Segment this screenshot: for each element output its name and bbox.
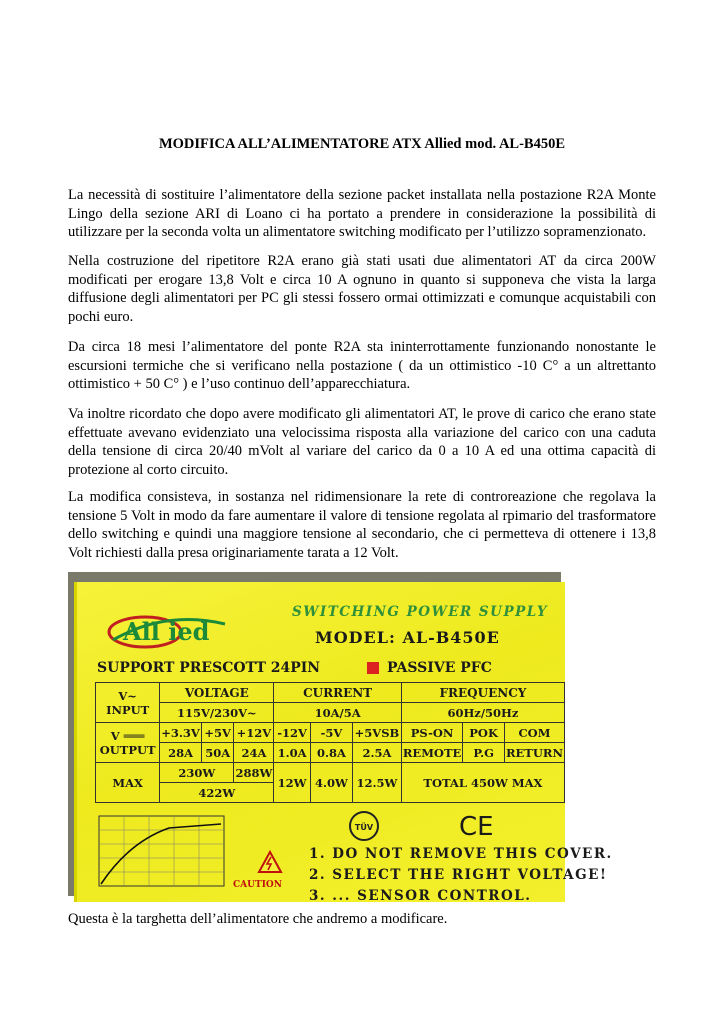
total-max: TOTAL 450W MAX [401,763,564,803]
caution-text: CAUTION [233,880,282,890]
amp-cell: 24A [234,743,274,763]
warning-line: 2. SELECT THE RIGHT VOLTAGE! [309,867,608,883]
rail-cell: -5V [310,723,352,743]
current-head: CURRENT [274,683,402,703]
amp-cell: REMOTE [401,743,462,763]
amp-cell: P.G [463,743,505,763]
pfc-icon [367,662,379,674]
amp-cell: 28A [160,743,202,763]
rail-cell: PS-ON [401,723,462,743]
amp-cell: 2.5A [353,743,402,763]
amp-cell: RETURN [504,743,564,763]
paragraph: La necessità di sostituire l’alimentatore della sezione packet installata nella postazione R2A Monte Lingo della sezione ARI di Loano ci ha portato a prendere in considerazione la possibilità di utilizzare per la seconda volta un alimentatore switching modificato per l’utilizzo sopramenzionato. [68,187,656,241]
paragraph: Da circa 18 mesi l’alimentatore del ponte R2A sta ininterrottamente funzionando nonostante le escursioni termiche che si verificano nella postazione ( da un ottimistico -10 C° a un altrettanto ottimistico + 50 C° ) e l’uso continuo dell’apparecchiatura. [68,339,656,393]
output-cell: V ═══ OUTPUT [96,723,160,763]
max-n5: 4.0W [310,763,352,803]
pfc-text: PASSIVE PFC [387,660,492,676]
document-title: MODIFICA ALL’ALIMENTATORE ATX Allied mod. AL-B450E [158,136,566,152]
ce-mark: CE [459,812,494,842]
rail-cell: +5V [201,723,234,743]
rail-cell: COM [504,723,564,743]
model-text: MODEL: AL-B450E [315,628,500,647]
rail-cell: +3.3V [160,723,202,743]
frequency-head: FREQUENCY [401,683,564,703]
series-text: SWITCHING POWER SUPPLY [292,604,549,620]
rail-cell: POK [463,723,505,743]
frequency-value: 60Hz/50Hz [401,703,564,723]
warning-icon [257,850,283,874]
amp-cell: 0.8A [310,743,352,763]
warning-line: 3. ... SENSOR CONTROL. [309,888,532,904]
max-label: MAX [96,763,160,803]
paragraph: La modifica consisteva, in sostanza nel ridimensionare la rete di controreazione che regolava la tensione 5 Volt in modo da fare aumentare il valore di tensione regolata al rpimario del trasformatore dello switching e quindi una maggiore tensione al secondario, che ci permetteva di ottenere i 13,8 Volt richiesti dalla presa originariamente tarata a 12 Volt. [68,489,656,561]
voltage-value: 115V/230V~ [160,703,274,723]
support-text: SUPPORT PRESCOTT 24PIN [97,660,321,676]
image-caption: Questa è la targhetta dell’alimentatore che andremo a modificare. [68,911,448,927]
max-12: 288W [234,763,274,783]
amp-cell: 1.0A [274,743,311,763]
amp-cell: 50A [201,743,234,763]
warning-line: 1. DO NOT REMOVE THIS COVER. [309,846,613,862]
max-5sb: 12.5W [353,763,402,803]
tuv-mark-icon [347,810,381,842]
power-supply-label-photo [68,572,613,904]
rating-label [74,582,613,904]
input-cell: V~ INPUT [96,683,160,723]
rail-cell: +12V [234,723,274,743]
spec-table [95,682,565,803]
paragraph: Va inoltre ricordato che dopo avere modificato gli alimentatori AT, le prove di carico che erano state effettuate avevano evidenziato una velocissima risposta alla variazione del carico con una caduta della tensione di circa 20/40 mVolt al variare del carico da 0 a 10 A ed una ottima capacità di protezione al corto circuito. [68,406,656,478]
rail-cell: -12V [274,723,311,743]
rail-cell: +5VSB [353,723,402,743]
current-value: 10A/5A [274,703,402,723]
svg-text:TÜV: TÜV [354,823,374,832]
max-33-5: 230W [160,763,234,783]
max-combined: 422W [160,783,274,803]
allied-logo [105,610,255,650]
max-n12: 12W [274,763,311,803]
voltage-head: VOLTAGE [160,683,274,703]
paragraph: Nella costruzione del ripetitore R2A erano già stati usati due alimentatori AT da circa 200W modificati per erogare 13,8 Volt e circa 10 A ognuno in quanto si supponeva che vista la larga diffusione degli alimentatori per PC gli stessi fossero ormai ottimizzati e comunque acquistabili con pochi euro. [68,253,656,325]
pfc-curve-graphic [89,812,239,892]
brand-text: All ied [123,617,210,646]
